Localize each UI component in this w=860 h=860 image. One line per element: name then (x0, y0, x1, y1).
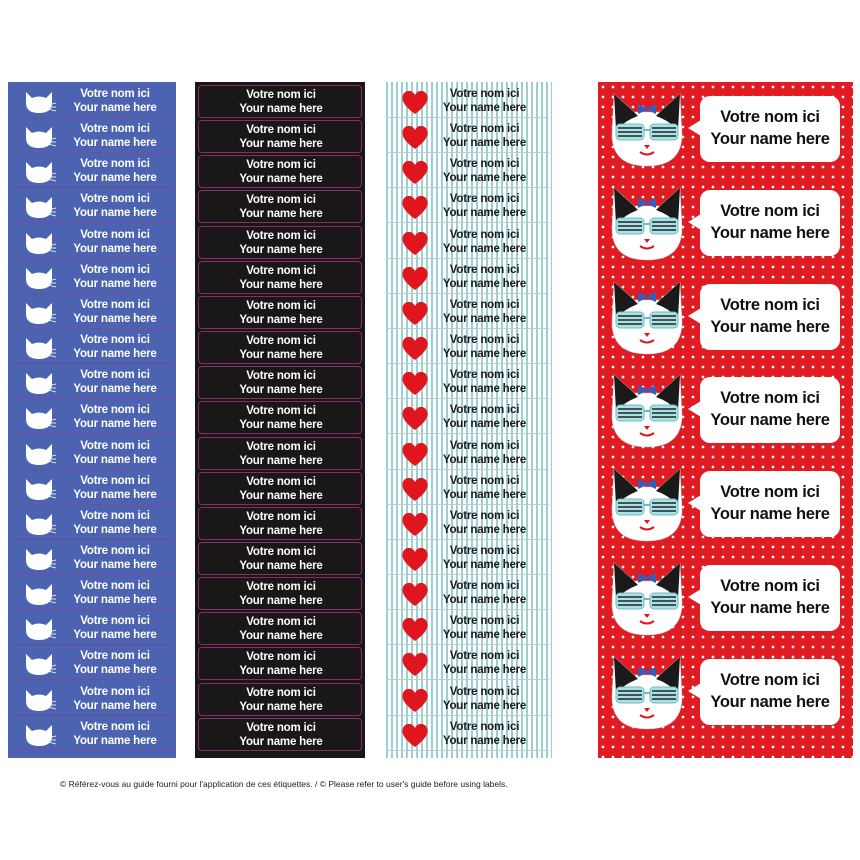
speech-bubble (700, 377, 840, 443)
large-name-label (598, 647, 853, 741)
label-text (205, 334, 357, 362)
name-label (386, 683, 549, 716)
large-name-label (598, 272, 853, 366)
label-line-french: Votre nom ici (246, 229, 316, 242)
name-label (386, 331, 549, 364)
name-label (11, 437, 173, 470)
label-line-english: Your name here (239, 630, 323, 643)
name-label (386, 437, 549, 470)
name-label (11, 296, 173, 329)
name-label (198, 683, 362, 716)
striped-heart-label-sheet (383, 82, 552, 758)
label-line-french: Votre nom ici (246, 721, 316, 734)
label-line-french: Votre nom ici (246, 335, 316, 348)
cat-face-icon (21, 581, 57, 607)
label-line-english: Your name here (73, 594, 157, 607)
label-line-english: Your name here (442, 523, 527, 536)
label-text (61, 192, 169, 220)
label-line-french: Votre nom ici (449, 474, 520, 487)
label-line-english: Your name here (442, 242, 527, 255)
label-line-french: Votre nom ici (246, 89, 316, 101)
label-text (205, 264, 357, 292)
cat-face-icon (21, 265, 57, 291)
label-line-french: Votre nom ici (80, 580, 150, 593)
label-text (424, 579, 545, 607)
label-line-french: Votre nom ici (246, 264, 316, 277)
name-label (11, 577, 173, 610)
label-text (61, 579, 169, 607)
large-name-label (598, 553, 853, 647)
name-label (198, 226, 362, 259)
label-line-english: Your name here (239, 419, 323, 432)
name-label (386, 718, 549, 751)
label-line-french: Votre nom ici (80, 474, 150, 487)
large-name-label (598, 178, 853, 272)
label-line-french: Votre nom ici (246, 405, 316, 418)
label-text (424, 298, 545, 326)
name-label (11, 261, 173, 294)
label-text (424, 509, 545, 537)
cat-with-glasses-icon (604, 465, 690, 545)
label-line-english: Your name here (73, 383, 157, 396)
cat-with-glasses-icon (604, 371, 690, 451)
label-line-french: Votre nom ici (246, 440, 316, 453)
label-text (424, 157, 545, 185)
label-line-english: Your name here (239, 700, 323, 713)
name-label (11, 331, 173, 364)
cat-with-glasses-icon (604, 184, 690, 264)
label-line-french: Votre nom ici (80, 404, 150, 417)
label-line-english: Your name here (442, 172, 527, 185)
label-line-english: Your name here (73, 348, 157, 361)
label-line-english: Your name here (442, 312, 527, 325)
name-label (198, 190, 362, 223)
name-label (198, 401, 362, 434)
label-line-english: Your name here (73, 277, 157, 290)
name-label (386, 120, 549, 153)
label-text (61, 544, 169, 572)
label-line-french: Votre nom ici (80, 685, 150, 698)
label-text (424, 263, 545, 291)
label-line-french: Votre nom ici (80, 158, 150, 171)
label-line-french: Votre nom ici (449, 685, 520, 698)
label-line-english: Your name here (73, 664, 157, 677)
red-cat-label-sheet (598, 82, 853, 758)
label-line-french: Votre nom ici (246, 651, 316, 664)
name-label (198, 120, 362, 153)
label-line-french: Votre nom ici (246, 581, 316, 594)
label-line-english: Your name here (442, 488, 527, 501)
name-label (198, 331, 362, 364)
large-name-label (598, 365, 853, 459)
label-line-english: Your name here (239, 384, 323, 397)
label-text (61, 439, 169, 467)
label-line-french: Votre nom ici (720, 389, 820, 408)
label-line-english: Your name here (442, 453, 527, 466)
label-line-french: Votre nom ici (246, 159, 316, 172)
label-text (205, 123, 357, 151)
label-line-french: Votre nom ici (449, 544, 520, 557)
label-line-english: Your name here (239, 349, 323, 362)
label-line-french: Votre nom ici (246, 686, 316, 699)
label-line-french: Votre nom ici (80, 509, 150, 522)
label-text (424, 720, 545, 748)
name-label (386, 85, 549, 118)
speech-bubble (700, 96, 840, 162)
label-line-english: Your name here (73, 523, 157, 536)
label-line-english: Your name here (73, 172, 157, 185)
label-line-french: Votre nom ici (246, 510, 316, 523)
label-text (205, 369, 357, 397)
label-line-english: Your name here (239, 208, 323, 221)
cat-face-icon (21, 651, 57, 677)
label-text (205, 721, 357, 749)
blue-cat-label-sheet (8, 82, 176, 758)
cat-face-icon (21, 370, 57, 396)
label-line-english: Your name here (73, 488, 157, 501)
large-name-label (598, 459, 853, 553)
label-text (61, 368, 169, 396)
label-line-french: Votre nom ici (720, 483, 820, 502)
label-line-english: Your name here (239, 489, 323, 502)
cat-with-glasses-icon (604, 90, 690, 170)
label-line-french: Votre nom ici (246, 194, 316, 207)
label-line-french: Votre nom ici (246, 370, 316, 383)
label-line-french: Votre nom ici (449, 650, 520, 663)
label-line-french: Votre nom ici (449, 720, 520, 733)
label-line-english: Your name here (442, 629, 527, 642)
label-line-english: Your name here (442, 207, 527, 220)
label-line-english: Your name here (239, 454, 323, 467)
cat-with-glasses-icon (604, 559, 690, 639)
label-text (61, 474, 169, 502)
label-text (424, 122, 545, 150)
speech-bubble (700, 190, 840, 256)
label-line-english: Your name here (239, 735, 323, 748)
label-line-french: Votre nom ici (80, 369, 150, 382)
label-text (61, 614, 169, 642)
cat-face-icon (21, 300, 57, 326)
cat-face-icon (21, 159, 57, 185)
name-label (11, 718, 173, 751)
name-label (386, 190, 549, 223)
label-line-french: Votre nom ici (246, 299, 316, 312)
label-line-english: Your name here (442, 137, 527, 150)
cat-face-icon (21, 230, 57, 256)
label-text (205, 580, 357, 608)
label-text (61, 263, 169, 291)
cat-with-glasses-icon (604, 653, 690, 733)
label-line-english: Your name here (710, 505, 830, 524)
label-line-english: Your name here (442, 418, 527, 431)
name-label (386, 507, 549, 540)
label-line-french: Votre nom ici (80, 334, 150, 347)
label-text (424, 614, 545, 642)
label-text (205, 404, 357, 432)
label-line-french: Votre nom ici (449, 404, 520, 417)
cat-face-icon (21, 722, 57, 748)
name-label (11, 542, 173, 575)
name-label (198, 296, 362, 329)
label-text (424, 368, 545, 396)
name-label (11, 226, 173, 259)
speech-bubble (700, 284, 840, 350)
label-line-english: Your name here (239, 665, 323, 678)
label-line-french: Votre nom ici (80, 263, 150, 276)
cat-face-icon (21, 124, 57, 150)
label-text (424, 474, 545, 502)
name-label (198, 718, 362, 751)
label-text (205, 510, 357, 538)
label-line-english: Your name here (239, 173, 323, 186)
label-text (424, 649, 545, 677)
label-line-english: Your name here (442, 734, 527, 747)
cat-face-icon (21, 335, 57, 361)
name-label (386, 647, 549, 680)
label-line-french: Votre nom ici (246, 545, 316, 558)
label-line-english: Your name here (442, 277, 527, 290)
label-line-english: Your name here (239, 103, 323, 115)
name-label (386, 155, 549, 188)
label-text (61, 720, 169, 748)
label-line-english: Your name here (239, 524, 323, 537)
label-line-english: Your name here (239, 313, 323, 326)
cat-face-icon (21, 194, 57, 220)
label-line-french: Votre nom ici (449, 298, 520, 311)
label-line-french: Votre nom ici (449, 439, 520, 452)
label-text (424, 685, 545, 713)
label-text (61, 228, 169, 256)
name-label (198, 507, 362, 540)
label-line-french: Votre nom ici (80, 544, 150, 557)
name-label (11, 366, 173, 399)
cat-face-icon (21, 687, 57, 713)
label-line-english: Your name here (710, 130, 830, 148)
name-label (198, 647, 362, 680)
label-line-english: Your name here (239, 278, 323, 291)
label-text (205, 193, 357, 221)
label-text (61, 87, 169, 115)
label-line-french: Votre nom ici (80, 615, 150, 628)
label-text (205, 440, 357, 468)
label-line-french: Votre nom ici (449, 334, 520, 347)
label-text (205, 158, 357, 186)
label-text (61, 403, 169, 431)
name-label (198, 437, 362, 470)
name-label (198, 366, 362, 399)
label-line-english: Your name here (73, 102, 157, 114)
label-line-english: Your name here (73, 453, 157, 466)
name-label (386, 296, 549, 329)
cat-face-icon (21, 441, 57, 467)
name-label (198, 85, 362, 118)
label-line-french: Votre nom ici (80, 439, 150, 452)
label-text (205, 88, 357, 116)
label-line-french: Votre nom ici (720, 201, 820, 220)
name-label (11, 507, 173, 540)
label-line-english: Your name here (73, 558, 157, 571)
label-line-english: Your name here (73, 734, 157, 747)
label-line-english: Your name here (239, 559, 323, 572)
label-line-english: Your name here (442, 102, 527, 114)
name-label (386, 226, 549, 259)
label-line-french: Votre nom ici (720, 670, 820, 689)
label-line-french: Votre nom ici (246, 616, 316, 629)
name-label (11, 85, 173, 118)
label-line-french: Votre nom ici (80, 193, 150, 206)
label-text (61, 298, 169, 326)
label-line-english: Your name here (442, 558, 527, 571)
label-line-french: Votre nom ici (80, 650, 150, 663)
label-line-english: Your name here (73, 137, 157, 150)
label-line-english: Your name here (442, 594, 527, 607)
name-label (198, 542, 362, 575)
label-text (61, 509, 169, 537)
label-text (424, 87, 545, 115)
label-text (205, 299, 357, 327)
name-label (11, 190, 173, 223)
label-line-english: Your name here (239, 595, 323, 608)
cat-face-icon (21, 511, 57, 537)
label-line-english: Your name here (73, 312, 157, 325)
name-label (386, 577, 549, 610)
cat-face-icon (21, 546, 57, 572)
speech-bubble (700, 471, 840, 537)
name-label (11, 612, 173, 645)
name-label (386, 612, 549, 645)
label-line-french: Votre nom ici (720, 108, 820, 126)
label-line-french: Votre nom ici (449, 580, 520, 593)
name-label (386, 542, 549, 575)
label-text (205, 650, 357, 678)
label-line-english: Your name here (442, 348, 527, 361)
label-line-french: Votre nom ici (449, 228, 520, 241)
label-line-french: Votre nom ici (449, 615, 520, 628)
usage-footnote: © Référez-vous au guide fourni pour l'application de ces étiquettes. / © Please refer to user's guide before using labels. (60, 779, 508, 789)
label-text (424, 228, 545, 256)
label-line-english: Your name here (710, 411, 830, 430)
speech-bubble (700, 565, 840, 631)
label-line-english: Your name here (73, 418, 157, 431)
cat-with-glasses-icon (604, 278, 690, 358)
label-line-french: Votre nom ici (449, 193, 520, 206)
label-line-french: Votre nom ici (80, 720, 150, 733)
label-line-french: Votre nom ici (449, 158, 520, 171)
label-text (424, 439, 545, 467)
label-line-french: Votre nom ici (449, 123, 520, 136)
name-label (386, 401, 549, 434)
name-label (198, 577, 362, 610)
label-line-french: Votre nom ici (80, 298, 150, 311)
name-label (198, 155, 362, 188)
label-line-english: Your name here (710, 317, 830, 336)
name-label (11, 647, 173, 680)
label-text (424, 192, 545, 220)
label-text (205, 686, 357, 714)
label-line-english: Your name here (442, 699, 527, 712)
name-label (386, 472, 549, 505)
label-line-french: Votre nom ici (720, 295, 820, 314)
label-text (424, 544, 545, 572)
label-line-french: Votre nom ici (246, 124, 316, 137)
label-line-french: Votre nom ici (449, 509, 520, 522)
label-text (205, 615, 357, 643)
label-line-english: Your name here (710, 223, 830, 242)
label-text (61, 157, 169, 185)
name-label (11, 472, 173, 505)
label-text (205, 545, 357, 573)
label-line-french: Votre nom ici (80, 123, 150, 136)
name-label (386, 261, 549, 294)
label-text (205, 229, 357, 257)
label-line-english: Your name here (710, 599, 830, 617)
name-label (386, 366, 549, 399)
label-line-english: Your name here (73, 629, 157, 642)
black-label-sheet (195, 82, 365, 758)
label-line-french: Votre nom ici (246, 475, 316, 488)
label-text (424, 333, 545, 361)
label-line-english: Your name here (710, 692, 830, 711)
name-label (198, 472, 362, 505)
label-line-english: Your name here (442, 383, 527, 396)
label-line-french: Votre nom ici (449, 88, 520, 100)
speech-bubble (700, 659, 840, 725)
label-line-english: Your name here (73, 207, 157, 220)
label-line-english: Your name here (73, 242, 157, 255)
label-line-french: Votre nom ici (80, 228, 150, 241)
name-label (11, 401, 173, 434)
label-line-english: Your name here (239, 138, 323, 151)
cat-face-icon (21, 405, 57, 431)
label-line-french: Votre nom ici (720, 577, 820, 595)
large-name-label (598, 84, 853, 178)
label-text (61, 685, 169, 713)
cat-face-icon (21, 89, 57, 115)
label-line-french: Votre nom ici (449, 263, 520, 276)
cat-face-icon (21, 616, 57, 642)
name-label (198, 261, 362, 294)
name-label (11, 155, 173, 188)
name-label (11, 683, 173, 716)
label-text (424, 403, 545, 431)
label-line-english: Your name here (442, 664, 527, 677)
label-line-french: Votre nom ici (80, 88, 150, 100)
label-line-english: Your name here (239, 243, 323, 256)
cat-face-icon (21, 476, 57, 502)
label-text (61, 649, 169, 677)
name-label (198, 612, 362, 645)
label-text (205, 475, 357, 503)
label-line-english: Your name here (73, 699, 157, 712)
label-text (61, 122, 169, 150)
label-line-french: Votre nom ici (449, 369, 520, 382)
name-label (11, 120, 173, 153)
label-text (61, 333, 169, 361)
